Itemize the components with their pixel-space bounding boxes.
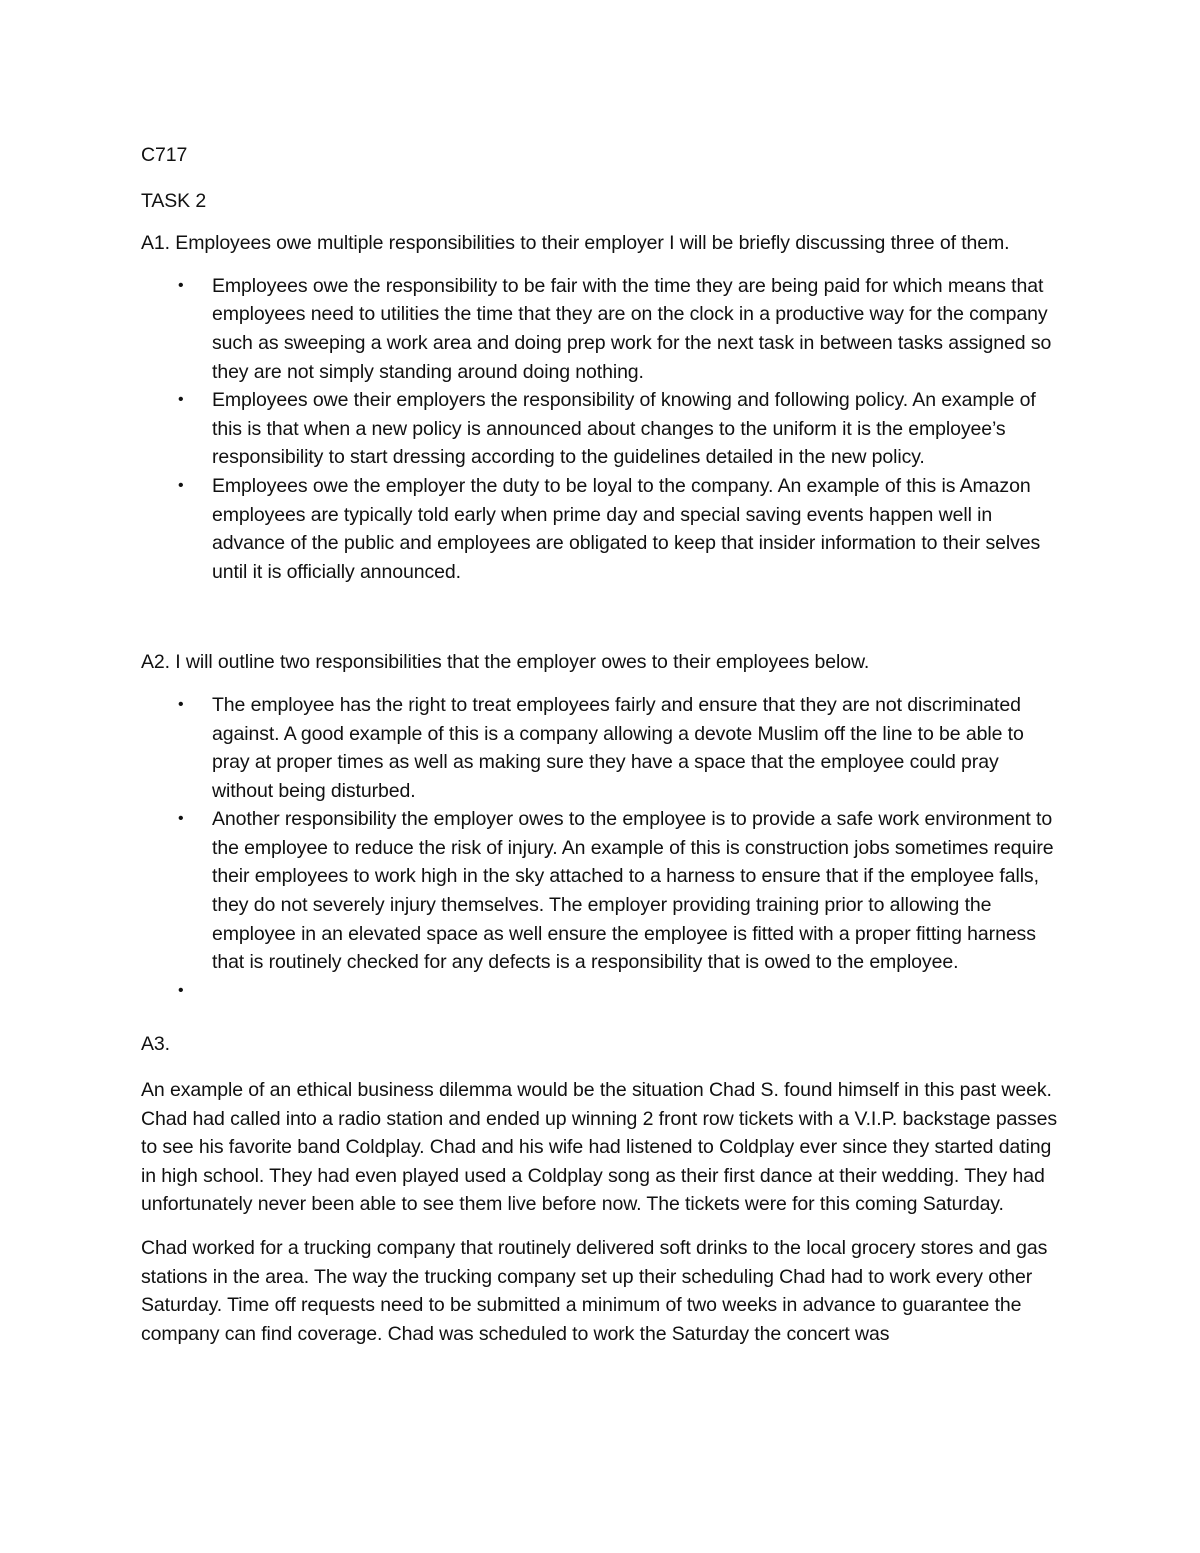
bullet-icon: • bbox=[178, 391, 184, 409]
bullet-icon: • bbox=[178, 981, 184, 999]
a2-bullet-text: Another responsibility the employer owes to the employee is to provide a safe work environment to the employee to reduce the risk of injury. An example of this is construction jobs sometimes require their employees to work high in the sky attached to a harness to ensure that if the employee falls, they do not severely injury themselves. The employer providing training prior to allowing the employee in an elevated space as well ensure the employee is fitted with a proper fitting harness that is routinely checked for any defects is a responsibility that is owed to the employee. bbox=[212, 808, 1054, 974]
a2-bullet-text bbox=[212, 980, 217, 1002]
a2-bullet-item bbox=[141, 691, 1061, 805]
a1-bullet-item bbox=[141, 472, 1061, 586]
bullet-icon: • bbox=[178, 476, 184, 494]
a2-intro: A2. I will outline two responsibilities that the employer owes to their employees below. bbox=[141, 651, 870, 674]
a2-bullet-list bbox=[141, 691, 1061, 1006]
document-body bbox=[141, 141, 1061, 1363]
a1-bullet-item bbox=[141, 386, 1061, 472]
a1-intro: A1. Employees owe multiple responsibilities to their employer I will be briefly discussing three of them. bbox=[141, 232, 1010, 255]
a2-bullet-item-empty bbox=[141, 977, 1061, 1006]
a1-bullet-text: Employees owe their employers the responsibility of knowing and following policy. An example of this is that when a new policy is announced about changes to the uniform it is the employee’s responsibility to start dressing according to the guidelines detailed in the new policy. bbox=[212, 389, 1036, 469]
a2-bullet-text: The employee has the right to treat employees fairly and ensure that they are not discriminated against. A good example of this is a company allowing a devote Muslim off the line to be able to pray at proper times as well as making sure they have a space that the employee could pray without being disturbed. bbox=[212, 693, 1024, 802]
a1-bullet-text: Employees owe the responsibility to be fair with the time they are being paid for which means that employees need to utilities the time that they are on the clock in a productive way for the company such as sweeping a work area and doing prep work for the next task in between tasks assigned so they are not simply standing around doing nothing. bbox=[212, 274, 1052, 383]
course-code: C717 bbox=[141, 144, 188, 166]
a3-heading: A3. bbox=[141, 1033, 170, 1056]
a1-bullet-text: Employees owe the employer the duty to be loyal to the company. An example of this is Amazon employees are typically told early when prime day and special saving events happen well in advance of the public and employees are obligated to keep that insider information to their selves until it is officially announced. bbox=[212, 474, 1041, 583]
a2-bullet-item bbox=[141, 805, 1061, 977]
a1-bullet-list bbox=[141, 272, 1061, 587]
a3-paragraph: Chad worked for a trucking company that routinely delivered soft drinks to the local grocery stores and gas stations in the area. The way the trucking company set up their scheduling Chad had to work every other Saturday. Time off requests need to be submitted a minimum of two weeks in advance to guarantee the company can find coverage. Chad was scheduled to work the Saturday the concert was bbox=[141, 1237, 1048, 1345]
bullet-icon: • bbox=[178, 810, 184, 828]
a3-paragraph: An example of an ethical business dilemma would be the situation Chad S. found himself in this past week. Chad had called into a radio station and ended up winning 2 front row tickets with a V.I.P. backstage passes to see his favorite band Coldplay. Chad and his wife had listened to Coldplay ever since they started dating in high school. They had even played used a Coldplay song as their first dance at their wedding. They had unfortunately never been able to see them live before now. The tickets were for this coming Saturday. bbox=[141, 1079, 1058, 1216]
bullet-icon: • bbox=[178, 695, 184, 713]
task-label: TASK 2 bbox=[141, 189, 207, 212]
a1-bullet-item bbox=[141, 272, 1061, 386]
bullet-icon: • bbox=[178, 276, 184, 294]
